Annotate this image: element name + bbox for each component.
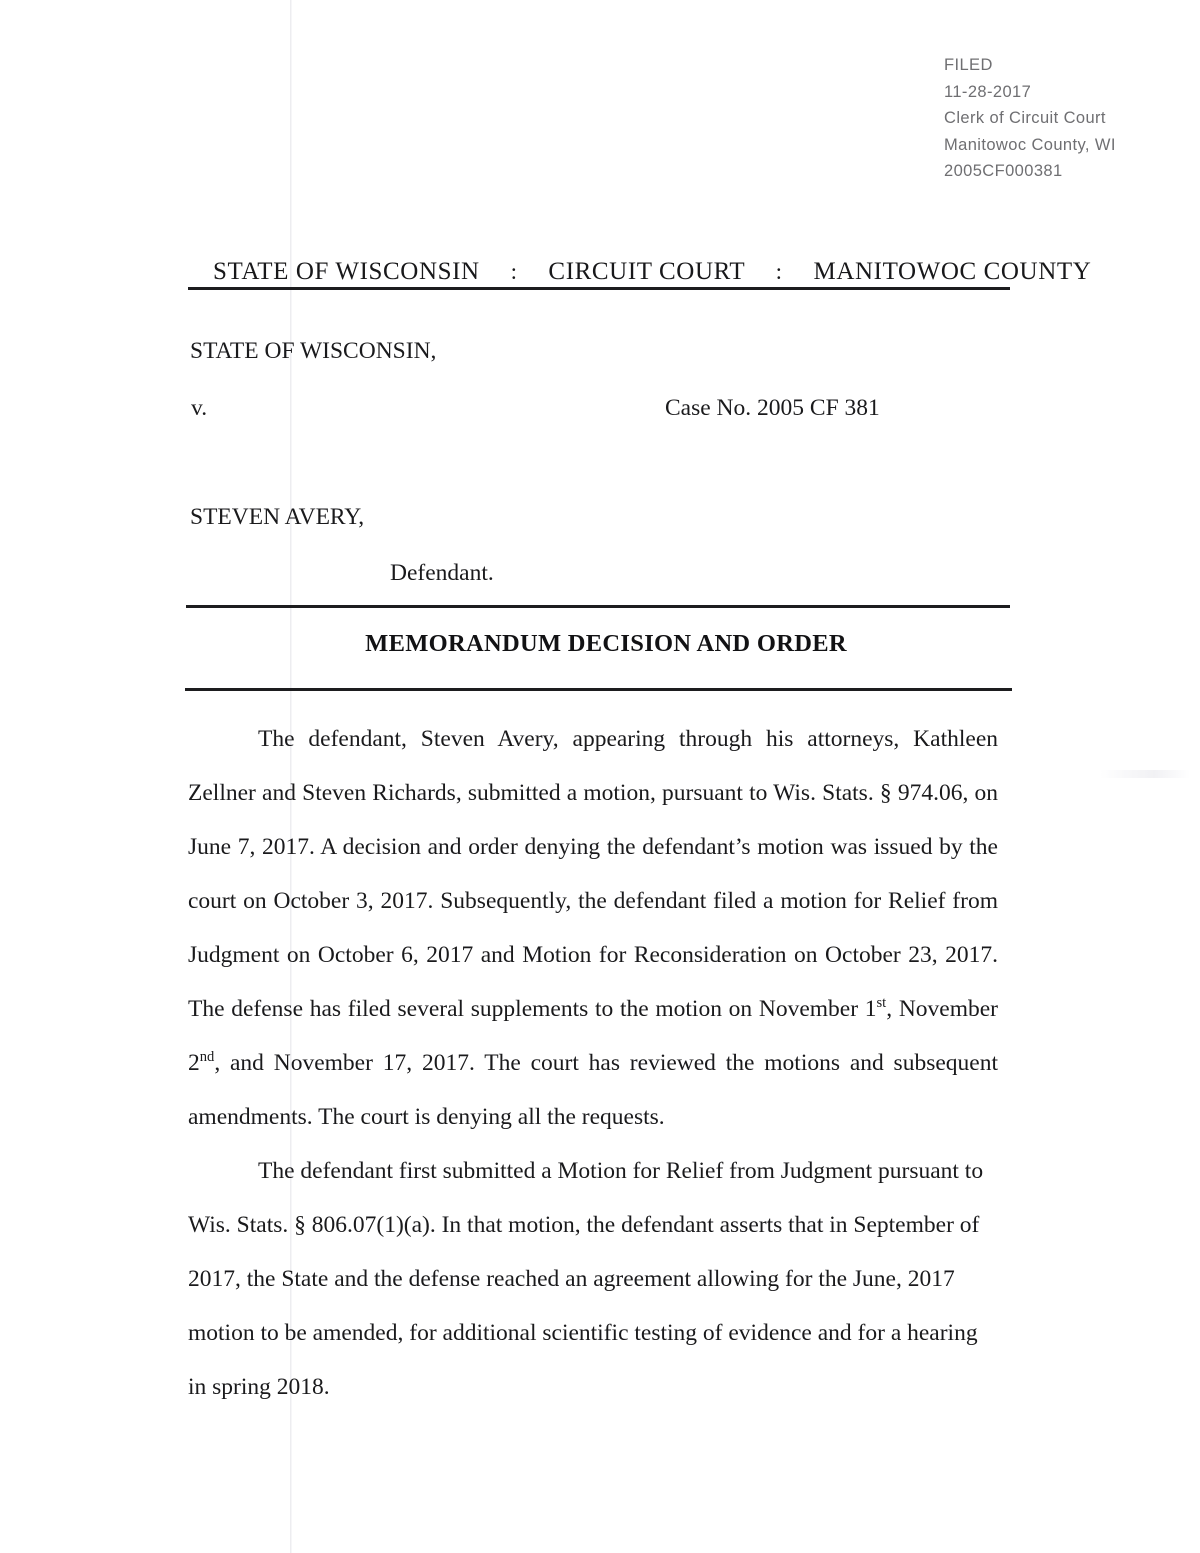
caption-versus: v. — [191, 395, 208, 421]
court-header — [213, 258, 1091, 286]
filed-stamp-clerk: Clerk of Circuit Court — [944, 109, 1106, 127]
filed-stamp-county: Manitowoc County, WI — [944, 135, 1116, 154]
court-header-state: STATE OF WISCONSIN — [213, 258, 480, 285]
filed-stamp — [944, 52, 1116, 185]
horizontal-rule-caption-top — [188, 287, 1010, 290]
scan-smudge — [1100, 770, 1190, 778]
body-paragraph-1-part-2: , November 2 — [188, 996, 999, 1076]
body-paragraph-1-part-3: , and November 17, 2017. The court has reviewed the motions and subsequent amendments. The court is denying all the requests. — [188, 1050, 998, 1130]
horizontal-rule-title-bottom — [185, 688, 1012, 691]
court-header-county: MANITOWOC COUNTY — [813, 258, 1092, 285]
filed-stamp-case-number: 2005CF000381 — [944, 162, 1063, 180]
court-header-court: CIRCUIT COURT — [548, 258, 745, 285]
document-body — [188, 712, 998, 1414]
court-header-separator-1: : — [510, 259, 518, 284]
caption-defendant-label: Defendant. — [390, 560, 494, 586]
court-header-separator-2: : — [775, 259, 783, 284]
document-title-text: MEMORANDUM DECISION AND ORDER — [365, 630, 847, 657]
caption-defendant-name: STEVEN AVERY, — [190, 504, 365, 530]
body-paragraph-1 — [188, 712, 998, 1144]
body-paragraph-1-part-1: The defendant, Steven Avery, appearing through his attorneys, Kathleen Zellner and Steven Richards, submitted a motion, pursuant to Wis. Stats. § 974.06, on June 7, 2017. A decision and order denying the defendant’s motion was issued by the court on October 3, 2017. Subsequently, the defendant filed a motion for Relief from Judgment on October 6, 2017 and Motion for Reconsideration on October 23, 2017. The defense has filed several supplements to the motion on November 1 — [188, 726, 998, 1022]
ordinal-suffix-first: st — [876, 995, 887, 1012]
filed-stamp-label: FILED — [944, 56, 993, 74]
body-paragraph-2: The defendant first submitted a Motion for Relief from Judgment pursuant to Wis. Stats. § 806.07(1)(a). In that motion, the defendant asserts that in September of 2017, the State and the defense reached an agreement allowing for the June, 2017 motion to be amended, for additional scientific testing of evidence and for a hearing in spring 2018. — [188, 1158, 984, 1400]
document-title — [0, 630, 1200, 658]
ordinal-suffix-second: nd — [199, 1049, 215, 1066]
filed-stamp-date: 11-28-2017 — [944, 82, 1032, 101]
caption-plaintiff: STATE OF WISCONSIN, — [190, 338, 437, 364]
caption-case-number: Case No. 2005 CF 381 — [665, 395, 880, 421]
horizontal-rule-title-top — [186, 605, 1010, 608]
